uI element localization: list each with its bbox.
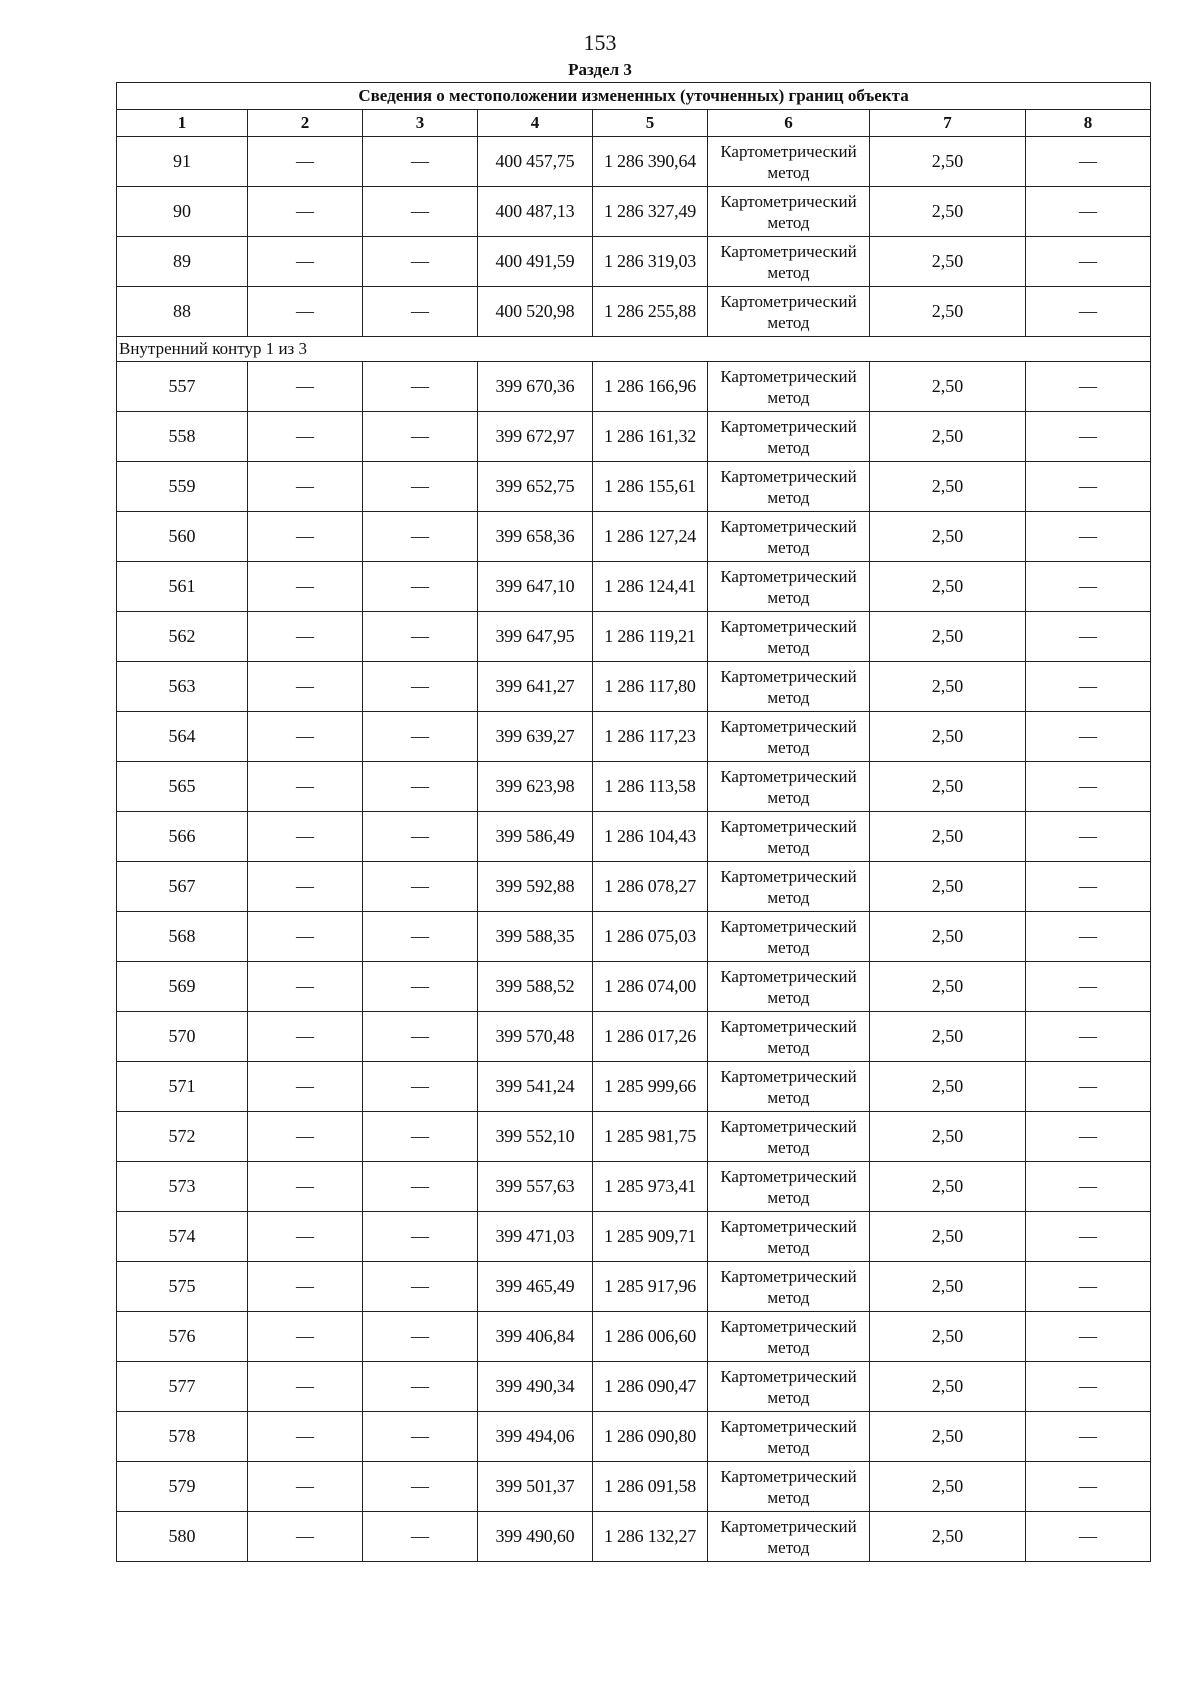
col2-cell: — <box>248 287 363 337</box>
accuracy-cell: 2,50 <box>870 862 1026 912</box>
col2-cell: — <box>248 1262 363 1312</box>
col8-cell: — <box>1026 712 1151 762</box>
x-coordinate-cell: 399 490,34 <box>478 1362 593 1412</box>
col8-cell: — <box>1026 1112 1151 1162</box>
x-coordinate-cell: 399 588,52 <box>478 962 593 1012</box>
col3-cell: — <box>363 187 478 237</box>
table-row <box>117 137 1151 187</box>
method-cell: Картометрический метод <box>708 1362 870 1412</box>
contour-row <box>117 337 1151 362</box>
x-coordinate-cell: 400 487,13 <box>478 187 593 237</box>
accuracy-cell: 2,50 <box>870 237 1026 287</box>
table-row <box>117 612 1151 662</box>
column-number: 8 <box>1026 110 1151 137</box>
accuracy-cell: 2,50 <box>870 187 1026 237</box>
x-coordinate-cell: 399 541,24 <box>478 1062 593 1112</box>
point-number-cell: 579 <box>117 1462 248 1512</box>
y-coordinate-cell: 1 286 161,32 <box>593 412 708 462</box>
point-number-cell: 580 <box>117 1512 248 1562</box>
col8-cell: — <box>1026 662 1151 712</box>
table-row <box>117 1512 1151 1562</box>
method-cell: Картометрический метод <box>708 562 870 612</box>
table-row <box>117 287 1151 337</box>
column-number: 3 <box>363 110 478 137</box>
col3-cell: — <box>363 362 478 412</box>
col2-cell: — <box>248 1512 363 1562</box>
method-cell: Картометрический метод <box>708 1462 870 1512</box>
accuracy-cell: 2,50 <box>870 1312 1026 1362</box>
accuracy-cell: 2,50 <box>870 1412 1026 1462</box>
table-row <box>117 762 1151 812</box>
point-number-cell: 571 <box>117 1062 248 1112</box>
col2-cell: — <box>248 412 363 462</box>
point-number-cell: 564 <box>117 712 248 762</box>
col2-cell: — <box>248 237 363 287</box>
accuracy-cell: 2,50 <box>870 512 1026 562</box>
table-row <box>117 237 1151 287</box>
method-cell: Картометрический метод <box>708 912 870 962</box>
column-number: 7 <box>870 110 1026 137</box>
method-cell: Картометрический метод <box>708 462 870 512</box>
point-number-cell: 576 <box>117 1312 248 1362</box>
point-number-cell: 89 <box>117 237 248 287</box>
point-number-cell: 573 <box>117 1162 248 1212</box>
point-number-cell: 575 <box>117 1262 248 1312</box>
point-number-cell: 566 <box>117 812 248 862</box>
col3-cell: — <box>363 1512 478 1562</box>
column-number: 5 <box>593 110 708 137</box>
col2-cell: — <box>248 912 363 962</box>
method-cell: Картометрический метод <box>708 812 870 862</box>
col8-cell: — <box>1026 1162 1151 1212</box>
point-number-cell: 91 <box>117 137 248 187</box>
method-cell: Картометрический метод <box>708 412 870 462</box>
point-number-cell: 578 <box>117 1412 248 1462</box>
col3-cell: — <box>363 1012 478 1062</box>
x-coordinate-cell: 399 557,63 <box>478 1162 593 1212</box>
col3-cell: — <box>363 712 478 762</box>
col8-cell: — <box>1026 287 1151 337</box>
x-coordinate-cell: 400 520,98 <box>478 287 593 337</box>
method-cell: Картометрический метод <box>708 1262 870 1312</box>
x-coordinate-cell: 399 672,97 <box>478 412 593 462</box>
col2-cell: — <box>248 137 363 187</box>
column-number: 6 <box>708 110 870 137</box>
method-cell: Картометрический метод <box>708 137 870 187</box>
point-number-cell: 558 <box>117 412 248 462</box>
col3-cell: — <box>363 412 478 462</box>
y-coordinate-cell: 1 286 390,64 <box>593 137 708 187</box>
x-coordinate-cell: 399 494,06 <box>478 1412 593 1462</box>
method-cell: Картометрический метод <box>708 1412 870 1462</box>
method-cell: Картометрический метод <box>708 962 870 1012</box>
table-row <box>117 1312 1151 1362</box>
method-cell: Картометрический метод <box>708 362 870 412</box>
accuracy-cell: 2,50 <box>870 1062 1026 1112</box>
table-row <box>117 1362 1151 1412</box>
accuracy-cell: 2,50 <box>870 1212 1026 1262</box>
accuracy-cell: 2,50 <box>870 137 1026 187</box>
col2-cell: — <box>248 1062 363 1112</box>
y-coordinate-cell: 1 286 124,41 <box>593 562 708 612</box>
y-coordinate-cell: 1 286 113,58 <box>593 762 708 812</box>
accuracy-cell: 2,50 <box>870 662 1026 712</box>
method-cell: Картометрический метод <box>708 1162 870 1212</box>
col3-cell: — <box>363 862 478 912</box>
col8-cell: — <box>1026 1262 1151 1312</box>
col3-cell: — <box>363 462 478 512</box>
x-coordinate-cell: 399 586,49 <box>478 812 593 862</box>
x-coordinate-cell: 399 471,03 <box>478 1212 593 1262</box>
y-coordinate-cell: 1 285 909,71 <box>593 1212 708 1262</box>
contour-section <box>117 337 1151 362</box>
point-number-cell: 557 <box>117 362 248 412</box>
x-coordinate-cell: 400 491,59 <box>478 237 593 287</box>
col2-cell: — <box>248 812 363 862</box>
col3-cell: — <box>363 1062 478 1112</box>
method-cell: Картометрический метод <box>708 512 870 562</box>
y-coordinate-cell: 1 286 127,24 <box>593 512 708 562</box>
column-number-row <box>117 110 1151 137</box>
x-coordinate-cell: 399 652,75 <box>478 462 593 512</box>
page-number: 153 <box>583 30 617 55</box>
column-number: 2 <box>248 110 363 137</box>
x-coordinate-cell: 399 552,10 <box>478 1112 593 1162</box>
col2-cell: — <box>248 1312 363 1362</box>
col2-cell: — <box>248 462 363 512</box>
y-coordinate-cell: 1 286 091,58 <box>593 1462 708 1512</box>
y-coordinate-cell: 1 286 132,27 <box>593 1512 708 1562</box>
y-coordinate-cell: 1 285 999,66 <box>593 1062 708 1112</box>
y-coordinate-cell: 1 286 090,47 <box>593 1362 708 1412</box>
col3-cell: — <box>363 812 478 862</box>
method-cell: Картометрический метод <box>708 287 870 337</box>
table-row <box>117 1162 1151 1212</box>
point-number-cell: 574 <box>117 1212 248 1262</box>
col8-cell: — <box>1026 1412 1151 1462</box>
point-number-cell: 563 <box>117 662 248 712</box>
col8-cell: — <box>1026 412 1151 462</box>
col3-cell: — <box>363 1262 478 1312</box>
point-number-cell: 567 <box>117 862 248 912</box>
col8-cell: — <box>1026 612 1151 662</box>
method-cell: Картометрический метод <box>708 237 870 287</box>
col8-cell: — <box>1026 862 1151 912</box>
table-row <box>117 712 1151 762</box>
col8-cell: — <box>1026 187 1151 237</box>
table-row <box>117 862 1151 912</box>
x-coordinate-cell: 399 501,37 <box>478 1462 593 1512</box>
method-cell: Картометрический метод <box>708 1312 870 1362</box>
table-row <box>117 662 1151 712</box>
col3-cell: — <box>363 1112 478 1162</box>
method-cell: Картометрический метод <box>708 662 870 712</box>
table-row <box>117 1262 1151 1312</box>
point-number-cell: 561 <box>117 562 248 612</box>
col3-cell: — <box>363 512 478 562</box>
col2-cell: — <box>248 712 363 762</box>
col2-cell: — <box>248 1362 363 1412</box>
x-coordinate-cell: 400 457,75 <box>478 137 593 187</box>
point-number-cell: 569 <box>117 962 248 1012</box>
accuracy-cell: 2,50 <box>870 912 1026 962</box>
table-row <box>117 1212 1151 1262</box>
col3-cell: — <box>363 1212 478 1262</box>
accuracy-cell: 2,50 <box>870 1112 1026 1162</box>
y-coordinate-cell: 1 286 327,49 <box>593 187 708 237</box>
y-coordinate-cell: 1 286 119,21 <box>593 612 708 662</box>
y-coordinate-cell: 1 286 017,26 <box>593 1012 708 1062</box>
col3-cell: — <box>363 912 478 962</box>
point-number-cell: 577 <box>117 1362 248 1412</box>
point-number-cell: 560 <box>117 512 248 562</box>
table-row <box>117 962 1151 1012</box>
method-cell: Картометрический метод <box>708 862 870 912</box>
col2-cell: — <box>248 662 363 712</box>
accuracy-cell: 2,50 <box>870 812 1026 862</box>
col8-cell: — <box>1026 812 1151 862</box>
col8-cell: — <box>1026 362 1151 412</box>
col2-cell: — <box>248 1112 363 1162</box>
x-coordinate-cell: 399 670,36 <box>478 362 593 412</box>
accuracy-cell: 2,50 <box>870 1012 1026 1062</box>
table-caption: Сведения о местоположении измененных (уточненных) границ объекта <box>117 83 1151 110</box>
col8-cell: — <box>1026 762 1151 812</box>
col8-cell: — <box>1026 1012 1151 1062</box>
col3-cell: — <box>363 1162 478 1212</box>
x-coordinate-cell: 399 406,84 <box>478 1312 593 1362</box>
accuracy-cell: 2,50 <box>870 362 1026 412</box>
method-cell: Картометрический метод <box>708 1012 870 1062</box>
col8-cell: — <box>1026 1462 1151 1512</box>
table-row <box>117 187 1151 237</box>
contour-label: Внутренний контур 1 из 3 <box>117 337 1151 362</box>
method-cell: Картометрический метод <box>708 712 870 762</box>
table-row <box>117 1062 1151 1112</box>
col3-cell: — <box>363 287 478 337</box>
table-caption-row <box>117 83 1151 110</box>
col2-cell: — <box>248 187 363 237</box>
y-coordinate-cell: 1 286 104,43 <box>593 812 708 862</box>
col2-cell: — <box>248 1412 363 1462</box>
column-number: 1 <box>117 110 248 137</box>
accuracy-cell: 2,50 <box>870 287 1026 337</box>
col2-cell: — <box>248 512 363 562</box>
col3-cell: — <box>363 762 478 812</box>
y-coordinate-cell: 1 285 981,75 <box>593 1112 708 1162</box>
point-number-cell: 570 <box>117 1012 248 1062</box>
method-cell: Картометрический метод <box>708 187 870 237</box>
col3-cell: — <box>363 612 478 662</box>
y-coordinate-cell: 1 286 319,03 <box>593 237 708 287</box>
point-number-cell: 559 <box>117 462 248 512</box>
x-coordinate-cell: 399 592,88 <box>478 862 593 912</box>
col8-cell: — <box>1026 1512 1151 1562</box>
col8-cell: — <box>1026 1362 1151 1412</box>
col2-cell: — <box>248 862 363 912</box>
accuracy-cell: 2,50 <box>870 612 1026 662</box>
method-cell: Картометрический метод <box>708 1512 870 1562</box>
point-number-cell: 568 <box>117 912 248 962</box>
rows-before-contour <box>117 137 1151 337</box>
x-coordinate-cell: 399 570,48 <box>478 1012 593 1062</box>
point-number-cell: 88 <box>117 287 248 337</box>
y-coordinate-cell: 1 286 117,23 <box>593 712 708 762</box>
accuracy-cell: 2,50 <box>870 562 1026 612</box>
point-number-cell: 562 <box>117 612 248 662</box>
col8-cell: — <box>1026 1212 1151 1262</box>
accuracy-cell: 2,50 <box>870 1462 1026 1512</box>
accuracy-cell: 2,50 <box>870 712 1026 762</box>
y-coordinate-cell: 1 286 006,60 <box>593 1312 708 1362</box>
table-row <box>117 412 1151 462</box>
x-coordinate-cell: 399 647,10 <box>478 562 593 612</box>
y-coordinate-cell: 1 286 155,61 <box>593 462 708 512</box>
col8-cell: — <box>1026 562 1151 612</box>
col8-cell: — <box>1026 137 1151 187</box>
col3-cell: — <box>363 1312 478 1362</box>
col3-cell: — <box>363 1362 478 1412</box>
col8-cell: — <box>1026 512 1151 562</box>
accuracy-cell: 2,50 <box>870 1362 1026 1412</box>
y-coordinate-cell: 1 286 074,00 <box>593 962 708 1012</box>
table-row <box>117 1462 1151 1512</box>
section-title: Раздел 3 <box>568 60 632 79</box>
col3-cell: — <box>363 1462 478 1512</box>
col2-cell: — <box>248 612 363 662</box>
accuracy-cell: 2,50 <box>870 1512 1026 1562</box>
method-cell: Картометрический метод <box>708 612 870 662</box>
col8-cell: — <box>1026 462 1151 512</box>
x-coordinate-cell: 399 647,95 <box>478 612 593 662</box>
x-coordinate-cell: 399 465,49 <box>478 1262 593 1312</box>
col3-cell: — <box>363 237 478 287</box>
table-row <box>117 1012 1151 1062</box>
method-cell: Картометрический метод <box>708 1062 870 1112</box>
col2-cell: — <box>248 1162 363 1212</box>
col2-cell: — <box>248 362 363 412</box>
col2-cell: — <box>248 1012 363 1062</box>
col3-cell: — <box>363 1412 478 1462</box>
col2-cell: — <box>248 562 363 612</box>
column-number: 4 <box>478 110 593 137</box>
accuracy-cell: 2,50 <box>870 1162 1026 1212</box>
y-coordinate-cell: 1 285 917,96 <box>593 1262 708 1312</box>
method-cell: Картометрический метод <box>708 1212 870 1262</box>
col2-cell: — <box>248 1462 363 1512</box>
col3-cell: — <box>363 137 478 187</box>
y-coordinate-cell: 1 286 075,03 <box>593 912 708 962</box>
table-row <box>117 1412 1151 1462</box>
col2-cell: — <box>248 962 363 1012</box>
x-coordinate-cell: 399 658,36 <box>478 512 593 562</box>
point-number-cell: 565 <box>117 762 248 812</box>
x-coordinate-cell: 399 490,60 <box>478 1512 593 1562</box>
accuracy-cell: 2,50 <box>870 412 1026 462</box>
accuracy-cell: 2,50 <box>870 962 1026 1012</box>
table-row <box>117 912 1151 962</box>
col3-cell: — <box>363 662 478 712</box>
point-number-cell: 572 <box>117 1112 248 1162</box>
accuracy-cell: 2,50 <box>870 462 1026 512</box>
accuracy-cell: 2,50 <box>870 1262 1026 1312</box>
method-cell: Картометрический метод <box>708 762 870 812</box>
table-row <box>117 562 1151 612</box>
accuracy-cell: 2,50 <box>870 762 1026 812</box>
x-coordinate-cell: 399 623,98 <box>478 762 593 812</box>
table-row <box>117 362 1151 412</box>
col2-cell: — <box>248 1212 363 1262</box>
point-number-cell: 90 <box>117 187 248 237</box>
y-coordinate-cell: 1 286 090,80 <box>593 1412 708 1462</box>
col3-cell: — <box>363 962 478 1012</box>
x-coordinate-cell: 399 588,35 <box>478 912 593 962</box>
col8-cell: — <box>1026 1062 1151 1112</box>
rows-after-contour <box>117 362 1151 1562</box>
x-coordinate-cell: 399 641,27 <box>478 662 593 712</box>
table-row <box>117 1112 1151 1162</box>
y-coordinate-cell: 1 286 255,88 <box>593 287 708 337</box>
method-cell: Картометрический метод <box>708 1112 870 1162</box>
table-row <box>117 462 1151 512</box>
boundary-coordinates-table <box>116 82 1151 1562</box>
col8-cell: — <box>1026 237 1151 287</box>
col3-cell: — <box>363 562 478 612</box>
y-coordinate-cell: 1 286 117,80 <box>593 662 708 712</box>
y-coordinate-cell: 1 286 078,27 <box>593 862 708 912</box>
table-row <box>117 812 1151 862</box>
y-coordinate-cell: 1 285 973,41 <box>593 1162 708 1212</box>
col8-cell: — <box>1026 962 1151 1012</box>
col8-cell: — <box>1026 912 1151 962</box>
x-coordinate-cell: 399 639,27 <box>478 712 593 762</box>
col8-cell: — <box>1026 1312 1151 1362</box>
y-coordinate-cell: 1 286 166,96 <box>593 362 708 412</box>
col2-cell: — <box>248 762 363 812</box>
table-row <box>117 512 1151 562</box>
